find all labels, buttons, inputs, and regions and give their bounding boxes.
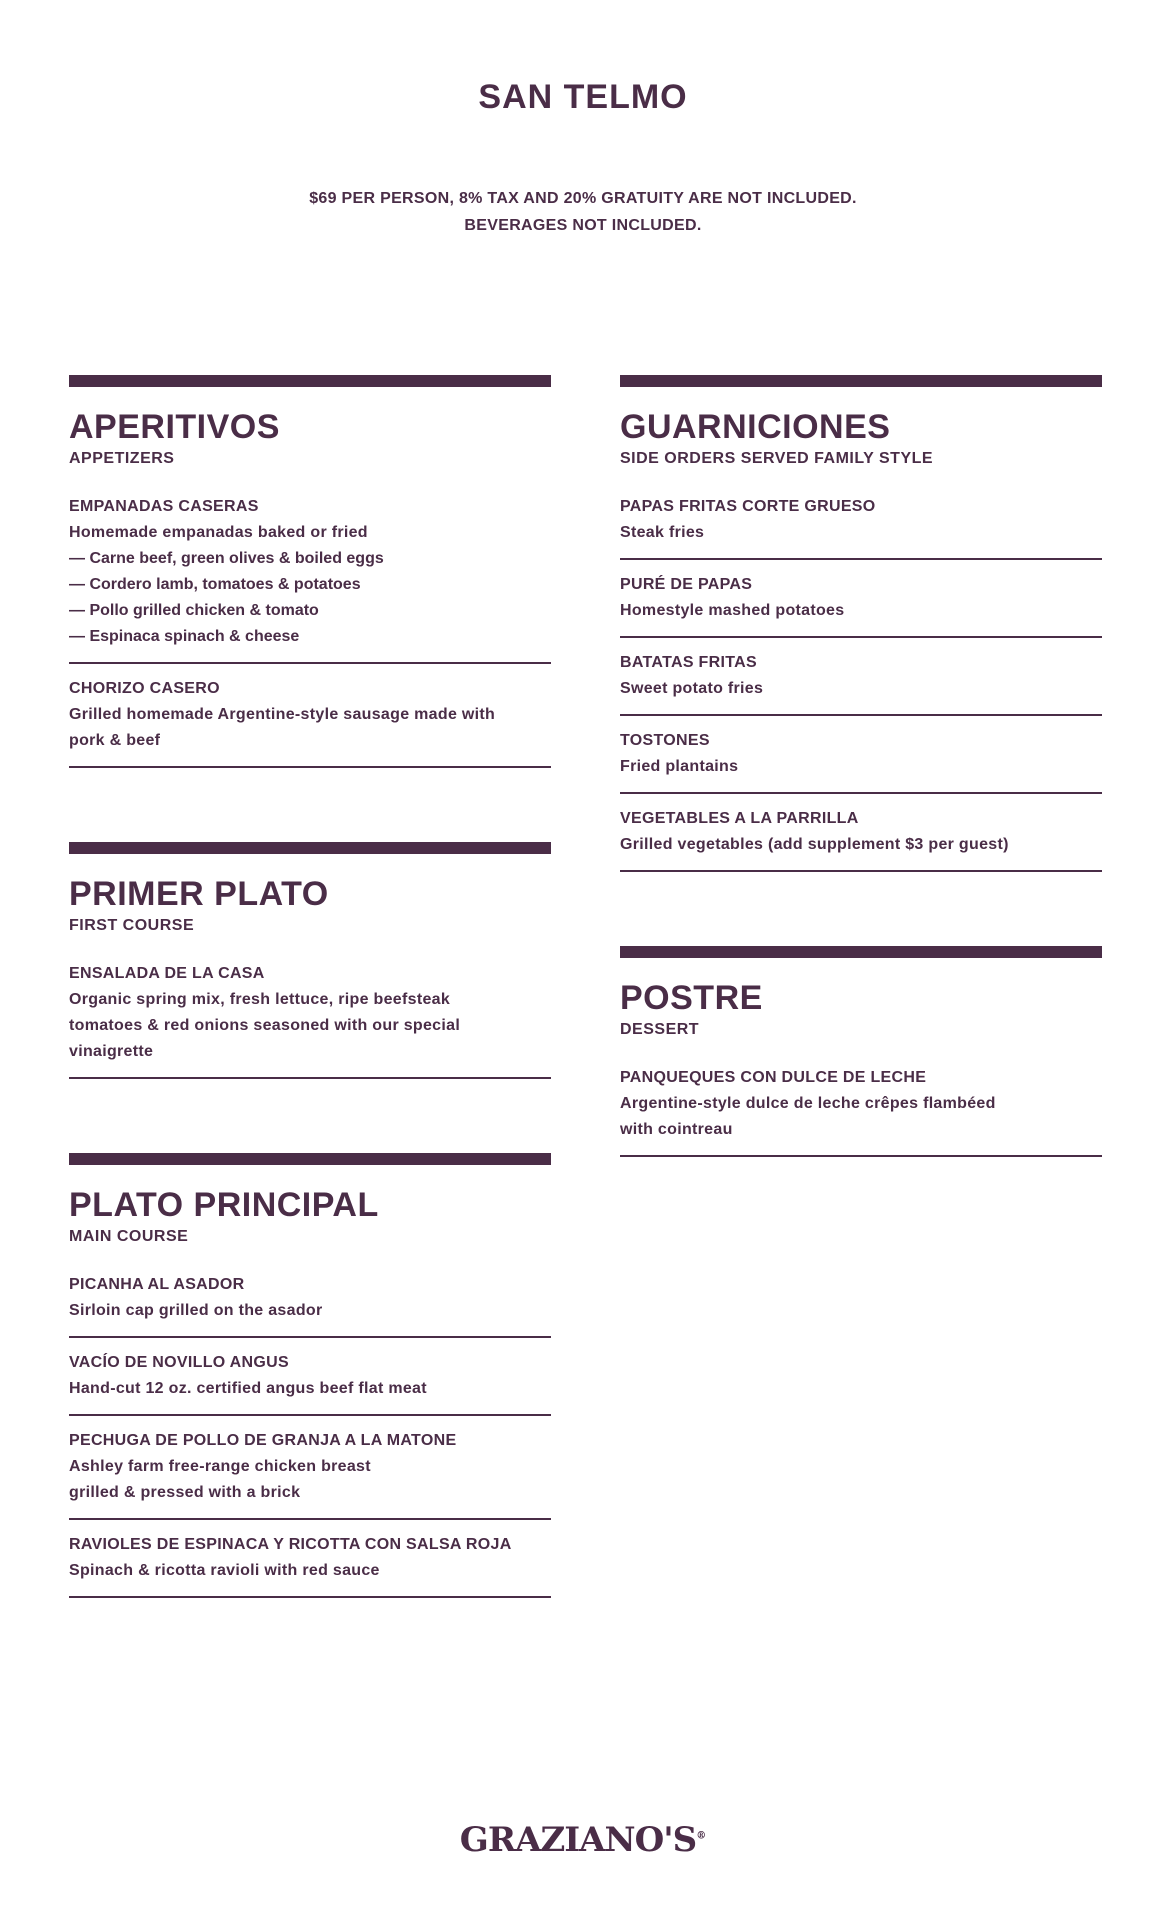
- menu-item: [620, 494, 1102, 560]
- section-title: PRIMER PLATO: [69, 875, 329, 913]
- item-name: CHORIZO CASERO: [69, 680, 220, 697]
- section-guarniciones: [620, 375, 1102, 872]
- section-bar: [69, 375, 551, 387]
- section-bar: [620, 946, 1102, 958]
- item-name: PECHUGA DE POLLO DE GRANJA A LA MATONE: [69, 1432, 457, 1449]
- section-title: GUARNICIONES: [620, 408, 891, 446]
- item-description: Sweet potato fries: [620, 680, 764, 697]
- logo-text: GRAZIANO'S: [459, 1820, 697, 1860]
- item-name: VACÍO DE NOVILLO ANGUS: [69, 1354, 289, 1371]
- right-column: [620, 375, 1102, 1231]
- item-description: Organic spring mix, fresh lettuce, ripe beefsteak: [69, 991, 451, 1008]
- menu-item: [620, 1065, 1102, 1157]
- section-bar: [69, 842, 551, 854]
- menu-item: [69, 1272, 551, 1338]
- section-bar: [69, 1153, 551, 1165]
- item-description: Steak fries: [620, 524, 705, 541]
- menu-item: [620, 794, 1102, 872]
- section-aperitivos: [69, 375, 551, 768]
- item-name: PAPAS FRITAS CORTE GRUESO: [620, 498, 876, 515]
- menu-item: [69, 1416, 551, 1520]
- item-name: PICANHA AL ASADOR: [69, 1276, 245, 1293]
- section-subtitle: DESSERT: [620, 1021, 700, 1038]
- item-list: [69, 1272, 551, 1598]
- item-list: [620, 1065, 1102, 1157]
- item-variant: — Pollo grilled chicken & tomato: [69, 602, 319, 619]
- item-variant: — Carne beef, green olives & boiled eggs: [69, 550, 384, 567]
- page-title: SAN TELMO: [478, 78, 688, 116]
- item-variant: — Espinaca spinach & cheese: [69, 628, 300, 645]
- item-description: Fried plantains: [620, 758, 739, 775]
- menu-item: [69, 961, 551, 1079]
- section-postre: [620, 946, 1102, 1157]
- item-list: [69, 961, 551, 1079]
- section-primer-plato: [69, 842, 551, 1079]
- item-name: EMPANADAS CASERAS: [69, 498, 259, 515]
- section-subtitle: FIRST COURSE: [69, 917, 195, 934]
- item-name: VEGETABLES A LA PARRILLA: [620, 810, 859, 827]
- item-description: Ashley farm free-range chicken breast: [69, 1458, 371, 1475]
- item-description: Homemade empanadas baked or fried: [69, 524, 368, 541]
- section-bar: [620, 375, 1102, 387]
- item-description: grilled & pressed with a brick: [69, 1484, 301, 1501]
- menu-item: [69, 1338, 551, 1416]
- item-description: Grilled homemade Argentine-style sausage made with: [69, 706, 496, 723]
- item-name: PURÉ DE PAPAS: [620, 576, 753, 593]
- menu-item: [69, 1520, 551, 1598]
- price-line: $69 PER PERSON, 8% TAX AND 20% GRATUITY ARE NOT INCLUDED.: [309, 190, 857, 207]
- item-description: tomatoes & red onions seasoned with our special: [69, 1017, 461, 1034]
- item-description: Argentine-style dulce de leche crêpes flambéed: [620, 1095, 996, 1112]
- item-name: TOSTONES: [620, 732, 710, 749]
- item-description: pork & beef: [69, 732, 161, 749]
- item-name: PANQUEQUES CON DULCE DE LECHE: [620, 1069, 927, 1086]
- item-description: vinaigrette: [69, 1043, 154, 1060]
- menu-item: [620, 716, 1102, 794]
- section-subtitle: APPETIZERS: [69, 450, 175, 467]
- brand-logo: [0, 1820, 1166, 1860]
- item-name: RAVIOLES DE ESPINACA Y RICOTTA CON SALSA ROJA: [69, 1536, 512, 1553]
- item-name: BATATAS FRITAS: [620, 654, 757, 671]
- section-title: PLATO PRINCIPAL: [69, 1186, 379, 1224]
- section-subtitle: SIDE ORDERS SERVED FAMILY STYLE: [620, 450, 934, 467]
- section-title: POSTRE: [620, 979, 763, 1017]
- menu-item: [69, 494, 551, 664]
- beverages-line: BEVERAGES NOT INCLUDED.: [464, 217, 702, 234]
- item-description: Grilled vegetables (add supplement $3 per guest): [620, 836, 1009, 853]
- section-subtitle: MAIN COURSE: [69, 1228, 189, 1245]
- item-description: with cointreau: [620, 1121, 733, 1138]
- menu-item: [620, 560, 1102, 638]
- item-name: ENSALADA DE LA CASA: [69, 965, 265, 982]
- menu-item: [69, 664, 551, 768]
- item-list: [69, 494, 551, 768]
- item-description: Sirloin cap grilled on the asador: [69, 1302, 323, 1319]
- item-variant: — Cordero lamb, tomatoes & potatoes: [69, 576, 361, 593]
- section-title: APERITIVOS: [69, 408, 280, 446]
- section-plato-principal: [69, 1153, 551, 1598]
- item-list: [620, 494, 1102, 872]
- menu-item: [620, 638, 1102, 716]
- item-description: Homestyle mashed potatoes: [620, 602, 845, 619]
- left-column: [69, 375, 551, 1672]
- item-description: Hand-cut 12 oz. certified angus beef flat meat: [69, 1380, 427, 1397]
- registered-mark: ®: [696, 1830, 707, 1842]
- item-description: Spinach & ricotta ravioli with red sauce: [69, 1562, 380, 1579]
